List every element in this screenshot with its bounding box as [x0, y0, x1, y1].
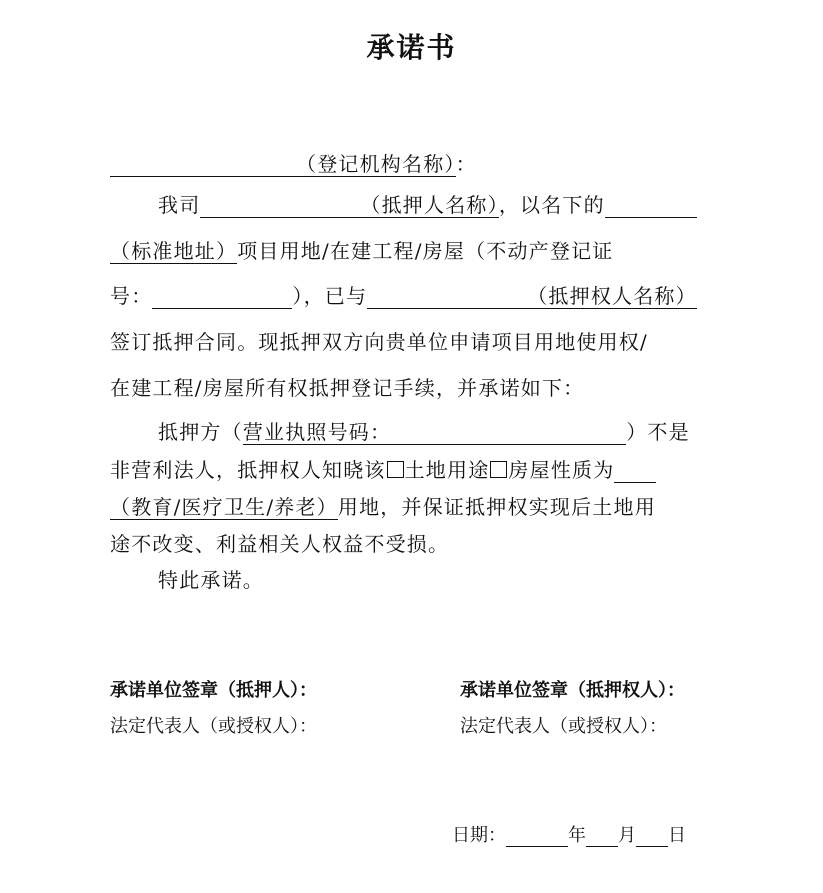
use-types-label: （教育/医疗卫生/养老）	[110, 495, 338, 519]
we-text: 我司	[158, 193, 201, 217]
p2-line1	[158, 416, 690, 445]
already-with-text: ），已与	[292, 284, 368, 308]
p1-line1	[158, 189, 697, 218]
right-signature-heading: 承诺单位签章（抵押权人）：	[460, 680, 685, 701]
not-is-text: ）不是	[626, 420, 690, 444]
mortgagor-side-text: 抵押方（	[158, 420, 243, 444]
left-signature-heading: 承诺单位签章（抵押人）：	[110, 680, 317, 701]
left-representative: 法定代表人（或授权人）：	[110, 716, 317, 737]
under-name-text: ，以名下的	[498, 193, 605, 217]
mortgagor-name-label: （抵押人名称）	[360, 193, 499, 217]
p2-line3-rest: 用地，并保证抵押权实现后土地用	[337, 495, 656, 519]
mortgagee-name-label: （抵押权人名称）	[527, 284, 697, 308]
special-commitment: 特此承诺。	[158, 568, 264, 592]
date-label: 日期：	[452, 825, 506, 846]
house-nature-checkbox[interactable]	[490, 461, 507, 478]
mortgagor-name-blank[interactable]	[200, 195, 360, 218]
mortgagee-name-blank[interactable]	[367, 286, 527, 309]
p1-line3	[110, 280, 697, 309]
year-blank[interactable]	[506, 826, 568, 847]
p1-line2	[110, 235, 613, 264]
date-line	[452, 821, 686, 847]
p2-line2-text: 非营利法人，抵押权人知晓该	[110, 458, 386, 482]
month-text: 月	[618, 825, 636, 846]
house-nature-text: 房屋性质为	[508, 458, 615, 482]
addressee-colon: ：	[455, 152, 477, 176]
p2-line4: 途不改变、利益相关人权益不受损。	[110, 532, 450, 556]
document-title: 承诺书	[366, 31, 457, 64]
p2-line2	[110, 454, 656, 483]
year-text: 年	[568, 825, 586, 846]
land-use-checkbox[interactable]	[387, 461, 404, 478]
day-blank[interactable]	[636, 826, 668, 847]
property-desc-text: 项目用地/在建工程/房屋（不动产登记证	[237, 239, 614, 263]
property-blank[interactable]	[605, 195, 697, 218]
license-number-blank[interactable]	[391, 422, 626, 445]
land-use-text: 土地用途	[404, 458, 490, 482]
right-representative: 法定代表人（或授权人）：	[460, 716, 667, 737]
cert-prefix-text: 号：	[110, 284, 153, 308]
month-blank[interactable]	[586, 826, 618, 847]
p2-line3	[110, 491, 656, 520]
p1-line4: 签订抵押合同。现抵押双方向贵单位申请项目用地使用权/	[110, 330, 648, 354]
p1-line5: 在建工程/房屋所有权抵押登记手续，并承诺如下：	[110, 376, 585, 400]
day-text: 日	[668, 825, 686, 846]
cert-number-blank[interactable]	[152, 286, 292, 309]
org-name-blank[interactable]	[110, 154, 296, 177]
standard-address-label: （标准地址）	[110, 239, 238, 263]
addressee-line	[110, 148, 477, 177]
org-name-label: （登记机构名称）	[296, 152, 456, 176]
license-label: 营业执照号码：	[242, 420, 392, 444]
nature-blank[interactable]	[614, 460, 656, 483]
